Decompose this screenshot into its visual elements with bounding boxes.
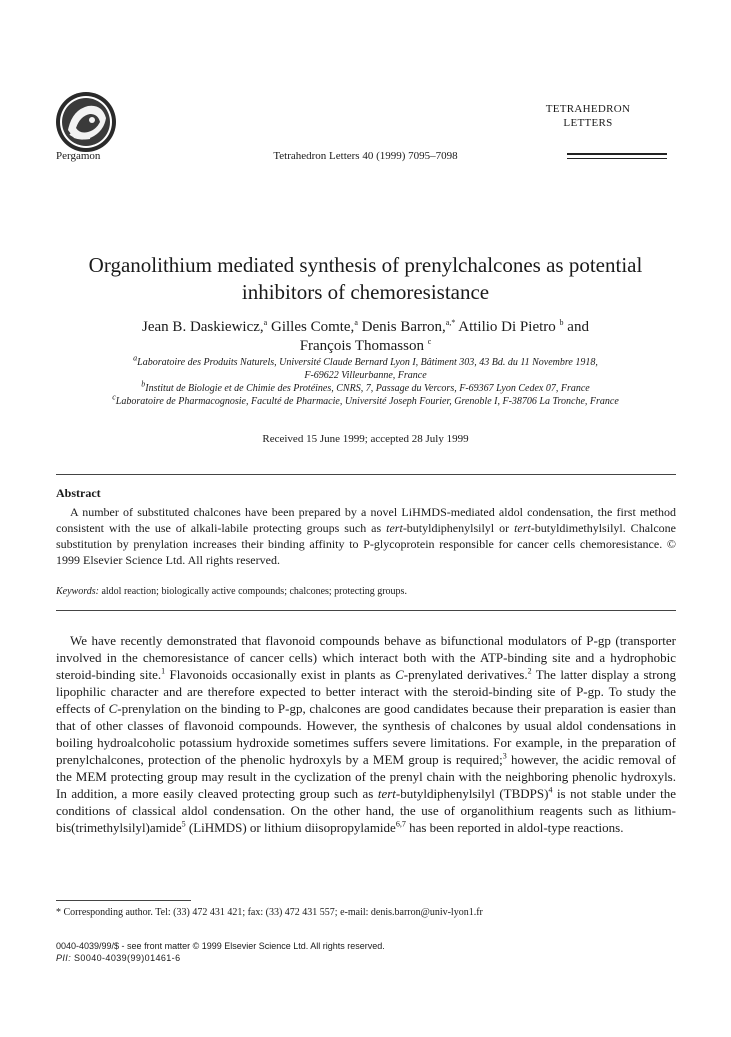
article-title xyxy=(30,252,701,306)
body-part: is not stable under the conditions of classical aldol condensation. On the other hand, the use of organolithium reagents such as lithium-bis(trimethylsilyl)amide xyxy=(56,786,677,835)
affiliations xyxy=(40,353,691,408)
affiliation-mark: b xyxy=(141,379,146,389)
affiliation-b xyxy=(40,379,691,395)
author-thomasson: François Thomasson xyxy=(299,338,424,354)
affiliation-c xyxy=(40,392,691,408)
keywords xyxy=(56,586,676,597)
body-part: Flavonoids occasionally exist in plants as xyxy=(165,667,396,682)
abstract-italic: tert xyxy=(514,521,531,535)
author-line-1 xyxy=(80,318,651,337)
reference-mark: 6,7 xyxy=(395,819,406,829)
body-part: The latter display a strong lipophilic character and are therefore expected to better interact with the steroid-binding site of P-gp. To study the effects of xyxy=(56,667,676,716)
author-line-2 xyxy=(80,337,651,356)
body-italic: tert xyxy=(377,786,396,801)
author-affil-mark: c xyxy=(427,337,432,346)
journal-name-line-1: TETRAHEDRON xyxy=(545,103,631,115)
abstract-part: A number of substituted chalcones have been prepared by a novel LiHMDS-mediated aldol condensation, the first method consistent with the use of alkali-labile protecting groups such as xyxy=(56,505,676,535)
author-daskiewicz: Jean B. Daskiewicz, xyxy=(142,319,264,335)
author-list xyxy=(80,318,651,356)
author-barron: Denis Barron, xyxy=(357,319,446,335)
abstract-part: -butyldimethylsilyl. Chalcone substitution by prenylation increases their binding affinity to P-glycoprotein responsible for cancer cells chemoresistance. © 1999 Elsevier Science Ltd. All rights reserved. xyxy=(56,521,677,567)
journal-rule-thick xyxy=(567,153,667,155)
copyright-line: 0040-4039/99/$ - see front matter © 1999 Elsevier Science Ltd. All rights reserved. xyxy=(56,941,385,951)
body-part: -prenylated derivatives. xyxy=(403,667,528,682)
author-affil-mark: a xyxy=(354,318,358,327)
reference-mark: 5 xyxy=(181,819,186,829)
author-affil-mark: a xyxy=(263,318,268,327)
affiliation-mark: a xyxy=(133,353,138,363)
article-title-line-2: inhibitors of chemoresistance xyxy=(241,280,490,304)
author-affil-mark: b xyxy=(559,318,564,327)
reference-mark: 3 xyxy=(502,751,507,761)
author-comte: Gilles Comte, xyxy=(267,319,355,335)
abstract-italic: tert xyxy=(386,521,403,535)
corresponding-author-footnote: * Corresponding author. Tel: (33) 472 431 421; fax: (33) 472 431 557; e-mail: denis.barron@univ-lyon1.fr xyxy=(56,907,483,918)
abstract-bottom-rule xyxy=(56,610,676,611)
author-affil-mark: a,* xyxy=(445,318,456,327)
pii-value: S0040-4039(99)01461-6 xyxy=(71,953,181,963)
abstract-text xyxy=(56,504,676,568)
publisher-name: Pergamon xyxy=(56,150,101,162)
affiliation-a xyxy=(40,353,691,369)
reference-mark: 4 xyxy=(548,785,553,795)
reference-mark: 2 xyxy=(527,666,532,676)
abstract-part: -butyldiphenylsilyl or xyxy=(402,521,515,535)
affiliation-mark: c xyxy=(112,392,116,402)
body-part: however, the acidic removal of the MEM protecting group may result in the cyclization of the prenyl chain with the neighboring phenolic hydroxyls. In addition, a more easily cleaved protecting group such as xyxy=(56,752,676,801)
body-part: (LiHMDS) or lithium diisopropylamide xyxy=(185,820,396,835)
author-di-pietro: Attilio Di Pietro xyxy=(455,319,556,335)
received-dates: Received 15 June 1999; accepted 28 July 1999 xyxy=(262,433,469,445)
abstract-heading: Abstract xyxy=(56,486,101,500)
journal-rule-thin xyxy=(567,158,667,159)
body-part: We have recently demonstrated that flavonoid compounds behave as bifunctional modulators of P-gp (transporter involved in the chemoresistance of cancer cells) which interact both with the ATP-binding site and a hydrophobic steroid-binding site. xyxy=(56,633,676,682)
affiliation-a-line-1: Laboratoire des Produits Naturels, Université Claude Bernard Lyon I, Bâtiment 303, 43 Bd. du 11 Novembre 1918, xyxy=(137,357,598,368)
body-italic: C xyxy=(395,667,404,682)
journal-name-line-2: LETTERS xyxy=(563,117,613,129)
footnote-rule xyxy=(56,900,191,901)
article-title-line-1: Organolithium mediated synthesis of prenylchalcones as potential xyxy=(88,253,643,277)
affiliation-b-text: Institut de Biologie et de Chimie des Protéines, CNRS, 7, Passage du Vercors, F-69367 Lyon Cedex 07, France xyxy=(145,383,590,394)
pii-line xyxy=(56,953,181,963)
body-part: -prenylation on the binding to P-gp, chalcones are good candidates because their preparation is easier than that of other classes of flavonoid compounds. However, the synthesis of chalcones by usual aldol condensations in boiling hydroalcoholic potassium hydroxide sometimes suffers severe limitations. For example, in the preparation of prenylchalcones, protection of the phenolic hydroxyls by a MEM group is required; xyxy=(56,701,676,767)
body-paragraph xyxy=(56,632,676,836)
body-italic: C xyxy=(108,701,118,716)
body-part: has been reported in aldol-type reactions. xyxy=(405,820,624,835)
author-and: and xyxy=(563,319,589,335)
reference-mark: 1 xyxy=(161,666,166,676)
journal-name xyxy=(523,102,653,130)
pii-label: PII: xyxy=(56,953,72,963)
affiliation-a-line-2: F-69622 Villeurbanne, France xyxy=(304,370,427,381)
body-part: -butyldiphenylsilyl (TBDPS) xyxy=(395,786,549,801)
abstract-top-rule xyxy=(56,474,676,475)
affiliation-c-text: Laboratoire de Pharmacognosie, Faculté de Pharmacie, Université Joseph Fourier, Grenoble I, F-38706 La Tronche, France xyxy=(115,396,619,407)
keywords-label: Keywords: xyxy=(56,586,99,597)
journal-reference: Tetrahedron Letters 40 (1999) 7095–7098 xyxy=(273,150,458,162)
publisher-logo xyxy=(54,90,118,154)
keywords-list: aldol reaction; biologically active compounds; chalcones; protecting groups. xyxy=(98,586,407,597)
